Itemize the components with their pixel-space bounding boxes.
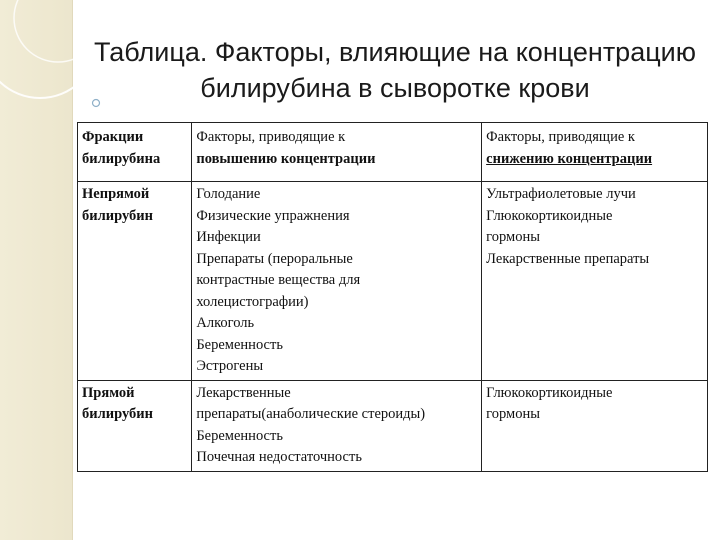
decrease-cell <box>482 380 708 471</box>
header-cell-text: билирубина <box>82 150 161 167</box>
cell-line: холецистографии) <box>196 293 309 310</box>
title-line-1: Таблица. Факторы, влияющие на концентрацию <box>93 37 697 67</box>
cell-line: Непрямой <box>82 186 150 202</box>
cell-line: гормоны <box>486 406 540 422</box>
cell-line: билирубин <box>82 207 153 224</box>
cell-line: Беременность <box>196 427 283 444</box>
cell-line: Лекарственные <box>196 384 291 401</box>
bilirubin-factors-table <box>77 122 708 472</box>
header-cell-text: Факторы, приводящие к <box>486 129 635 145</box>
cell-line: Эстрогены <box>196 358 264 374</box>
increase-cell <box>192 182 482 381</box>
header-increase <box>192 123 482 182</box>
fraction-cell <box>78 182 192 381</box>
cell-line: Глюкокортикоидные <box>486 384 613 401</box>
cell-line: Беременность <box>196 336 283 353</box>
cell-line: Глюкокортикоидные <box>486 207 613 224</box>
cell-line: Физические упражнения <box>196 207 350 224</box>
slide-title <box>70 34 720 106</box>
fraction-cell <box>78 380 192 471</box>
decrease-cell <box>482 182 708 381</box>
cell-line: Ультрафиолетовые лучи <box>486 186 636 202</box>
increase-cell <box>192 380 482 471</box>
cell-line: препараты(анаболические стероиды) <box>196 406 426 422</box>
header-fraction <box>78 123 192 182</box>
header-cell-text: снижению концентрации <box>486 150 653 167</box>
header-cell-text: повышению концентрации <box>196 150 376 167</box>
cell-line: гормоны <box>486 229 540 245</box>
table-row <box>78 182 708 381</box>
cell-line: Инфекции <box>196 229 261 245</box>
header-cell-text: Факторы, приводящие к <box>196 129 346 145</box>
cell-line: Прямой <box>82 384 135 401</box>
table-row <box>78 380 708 471</box>
table-header-row <box>78 123 708 182</box>
header-cell-text: Фракции <box>82 129 144 145</box>
cell-line: Алкоголь <box>196 315 255 331</box>
title-line-2: билирубина в сыворотке крови <box>200 73 590 103</box>
cell-line: контрастные вещества для <box>196 272 361 288</box>
cell-line: Лекарственные препараты <box>486 250 650 267</box>
cell-line: Голодание <box>196 186 261 202</box>
cell-line: Препараты (пероральные <box>196 250 353 267</box>
cell-line: Почечная недостаточность <box>196 449 362 465</box>
header-decrease <box>482 123 708 182</box>
cell-line: билирубин <box>82 406 153 422</box>
